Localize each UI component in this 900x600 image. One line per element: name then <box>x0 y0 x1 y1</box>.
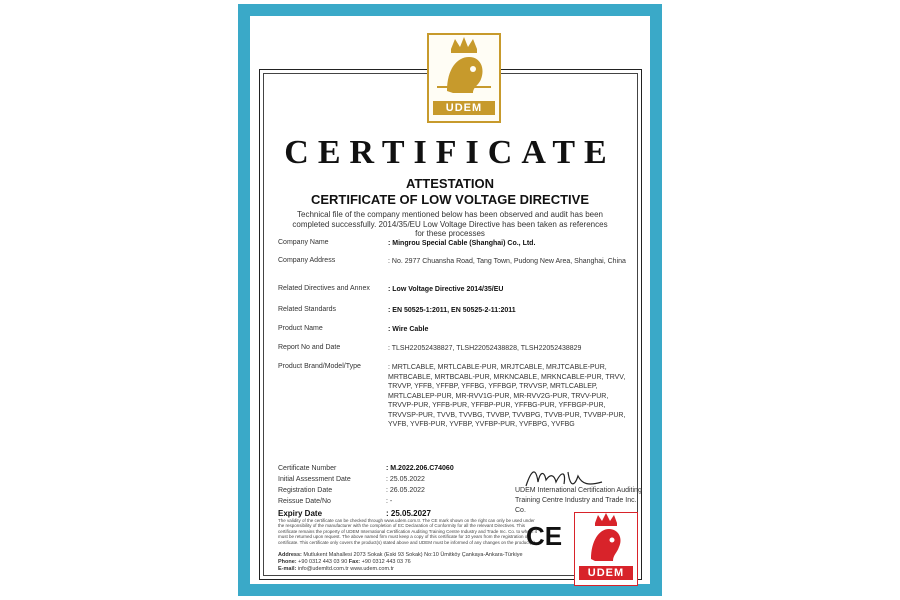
certificate-frame <box>238 4 662 596</box>
company-name-label: Company Name <box>278 239 329 246</box>
address-value: Mutlukent Mahallesi 2073 Sokak (Eski 93 Sokak) No:10 Ümitköy Çankaya-Ankara-Türkiye <box>303 552 523 558</box>
phone-value: +90 0312 443 03 90 <box>298 559 348 565</box>
standards-value: : EN 50525-1:2011, EN 50525-2-11:2011 <box>388 307 516 314</box>
lion-crown-red-icon <box>575 513 637 565</box>
initial-assessment-value: : 25.05.2022 <box>386 476 425 483</box>
registration-value: : 26.05.2022 <box>386 487 425 494</box>
report-label: Report No and Date <box>278 344 341 351</box>
expiry-value: : 25.05.2027 <box>386 509 431 518</box>
company-name-value: : Mingrou Special Cable (Shanghai) Co., Ltd. <box>388 240 536 247</box>
svg-text:CE: CE <box>526 522 563 548</box>
certificate-description: Technical file of the company mentioned below has been observed and audit has been completed successfully. 2014/35/EU Low Voltage Directive has been taken as references for these processes <box>292 210 608 238</box>
directives-label: Related Directives and Annex <box>278 285 370 292</box>
company-address-label: Company Address <box>278 257 336 264</box>
udem-logo-red <box>574 512 638 586</box>
reissue-label: Reissue Date/No <box>278 498 331 505</box>
issuing-organisation: UDEM International Certification Auditing Training Centre Industry and Trade Inc. Co. <box>515 487 642 514</box>
udem-logo-red-text: UDEM <box>579 566 633 580</box>
certificate-subtitle: CERTIFICATE OF LOW VOLTAGE DIRECTIVE <box>310 192 590 207</box>
brand-label: Product Brand/Model/Type <box>278 363 361 370</box>
contact-line <box>278 566 578 573</box>
email-value: info@udemltd.com.tr <box>297 566 349 572</box>
address-line <box>278 552 578 559</box>
standards-label: Related Standards <box>278 306 336 313</box>
initial-assessment-label: Initial Assessment Date <box>278 476 351 483</box>
attestation-heading: ATTESTATION <box>405 176 495 191</box>
fax-value: +90 0312 443 03 76 <box>361 559 411 565</box>
address-label: Address: <box>278 552 302 558</box>
udem-logo-text: UDEM <box>433 101 495 115</box>
company-address-value: : No. 2977 Chuansha Road, Tang Town, Pudong New Area, Shanghai, China <box>388 258 626 265</box>
registration-label: Registration Date <box>278 487 333 494</box>
ce-mark-icon <box>526 522 566 548</box>
certificate-title: CERTIFICATE <box>284 134 616 171</box>
brand-value: : MRTLCABLE, MRTLCABLE-PUR, MRJTCABLE, MRJTCABLE-PUR, MRTBCABLE, MRTBCABL-PUR, MRKNCABLE, MRKNCABLE-PUR, TRVV, TRVVP, YFFB, YFFBP, YFFBG, YFFBGP, TRVVSP, MRTLCABLEP, MRTLCABLEP-PUR, MR-RVV1G-PUR, MR-RVV2G-PUR, TRVV-PUR, TRVVP-PUR, YFFB-PUR, YFFBP-PUR, YFFBG-PUR, YFFBGP-PUR, TRVVSP-PUR, TVVB, TVVBG, TVVBP, TVVBPG, TVVB-PUR, TVVBP-PUR, YVFB, YVFB-PUR, YVFBP, YVFBP-PUR, YVFBPG, YVFBG <box>388 364 626 428</box>
expiry-label: Expiry Date <box>278 509 323 518</box>
reissue-value: : - <box>386 498 393 505</box>
directives-value: : Low Voltage Directive 2014/35/EU <box>388 286 504 293</box>
report-value: : TLSH22052438827, TLSH22052438828, TLSH22052438829 <box>388 345 582 352</box>
website-value: www.udem.com.tr <box>350 566 394 572</box>
lion-crown-icon <box>429 35 499 105</box>
email-label: E-mail: <box>278 566 297 572</box>
product-name-value: : Wire Cable <box>388 326 429 333</box>
udem-logo-gold <box>427 33 501 123</box>
fine-print: The validity of the certificate can be checked through www.udem.com.tr. The CE mark shown on the right can only be used under the responsibility of the manufacturer with the completion of EC Declaration of Conformity for all the relevant Directives. This certificate remains the property of UDEM International Certification Auditing Training Centre Industry and Trade Inc. Co. to whom it must be returned upon request. The above named firm must keep a copy of this certificate for 10 years from the registration of certificate. This certificate only covers the product(s) stated above and UDEM must be informed of any changes on the product(s). <box>278 518 537 545</box>
cert-number-value: : M.2022.206.C74060 <box>386 465 454 472</box>
cert-number-label: Certificate Number <box>278 465 337 472</box>
certificate-paper <box>250 16 650 584</box>
fax-label: Fax: <box>348 559 361 565</box>
phone-line <box>278 559 578 566</box>
phone-label: Phone: <box>278 559 297 565</box>
product-name-label: Product Name <box>278 325 323 332</box>
